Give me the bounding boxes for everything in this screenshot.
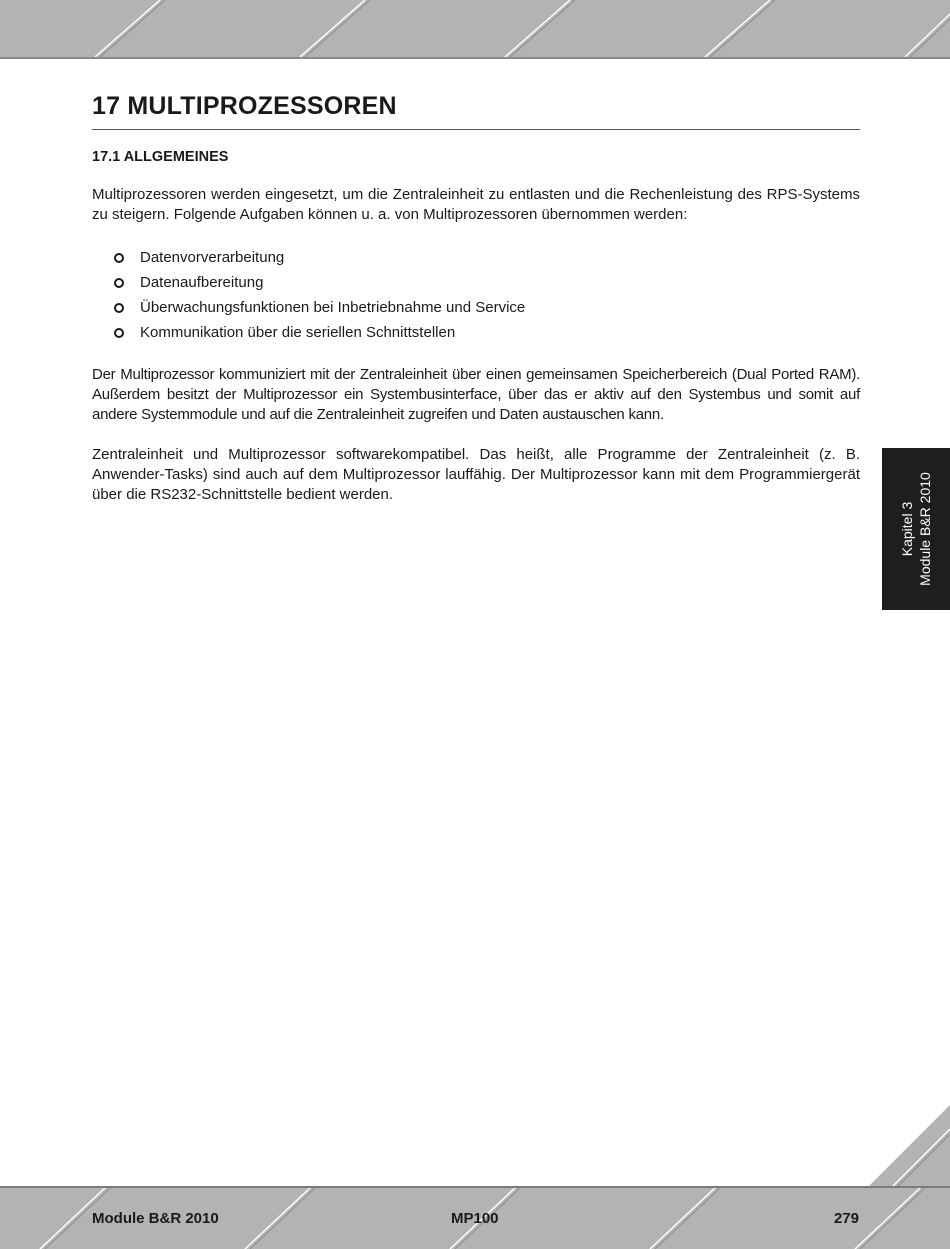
chapter-side-tab xyxy=(882,448,950,610)
header-stripes xyxy=(0,0,950,57)
circle-bullet-icon xyxy=(114,253,124,263)
footer-manual-title: Module B&R 2010 xyxy=(92,1210,219,1227)
footer-page-number: 279 xyxy=(833,1210,859,1227)
footer-module-name: MP100 xyxy=(451,1210,499,1227)
compatibility-paragraph: Zentraleinheit und Multiprozessor softwarekompatibel. Das heißt, alle Programme der Zentraleinheit (z. B. Anwender-Tasks) sind auch auf dem Multiprozessor lauffähig. Der Multiprozessor kann mit dem Programmiergerät über die RS232-Schnittstelle bedient werden. xyxy=(92,446,860,503)
list-item xyxy=(114,295,860,320)
list-item-text: Datenvorverarbeitung xyxy=(140,249,285,266)
intro-paragraph: Multiprozessoren werden eingesetzt, um die Zentraleinheit zu entlasten und die Rechenleistung des RPS-Systems zu steigern. Folgende Aufgaben können u. a. von Multiprozessoren übernommen werden: xyxy=(92,186,860,223)
task-list xyxy=(92,245,860,345)
list-item xyxy=(114,245,860,270)
side-tab-chapter: Kapitel 3 xyxy=(899,501,915,557)
list-item-text: Kommunikation über die seriellen Schnittstellen xyxy=(140,324,456,341)
side-tab-manual: Module B&R 2010 xyxy=(917,472,933,586)
section-title: 17.1 ALLGEMEINES xyxy=(92,149,229,165)
list-item xyxy=(114,320,860,345)
chapter-title: 17 MULTIPROZESSOREN xyxy=(92,92,860,130)
circle-bullet-icon xyxy=(114,278,124,288)
page-content xyxy=(92,92,860,505)
list-item xyxy=(114,270,860,295)
dual-ported-paragraph: Der Multiprozessor kommuniziert mit der Zentraleinheit über einen gemeinsamen Speicherbereich (Dual Ported RAM). Außerdem besitzt der Multiprozessor ein Systembusinterface, über das er aktiv auf den Systembus und somit auf andere Systemmodule und auf die Zentraleinheit zugreifen und Daten austauschen kann. xyxy=(92,366,860,423)
side-tab-label xyxy=(898,472,934,586)
list-item-text: Überwachungsfunktionen bei Inbetriebnahme und Service xyxy=(140,299,526,316)
list-item-text: Datenaufbereitung xyxy=(140,274,264,291)
header-band xyxy=(0,0,950,59)
circle-bullet-icon xyxy=(114,303,124,313)
circle-bullet-icon xyxy=(114,328,124,338)
corner-decoration xyxy=(868,1105,950,1187)
